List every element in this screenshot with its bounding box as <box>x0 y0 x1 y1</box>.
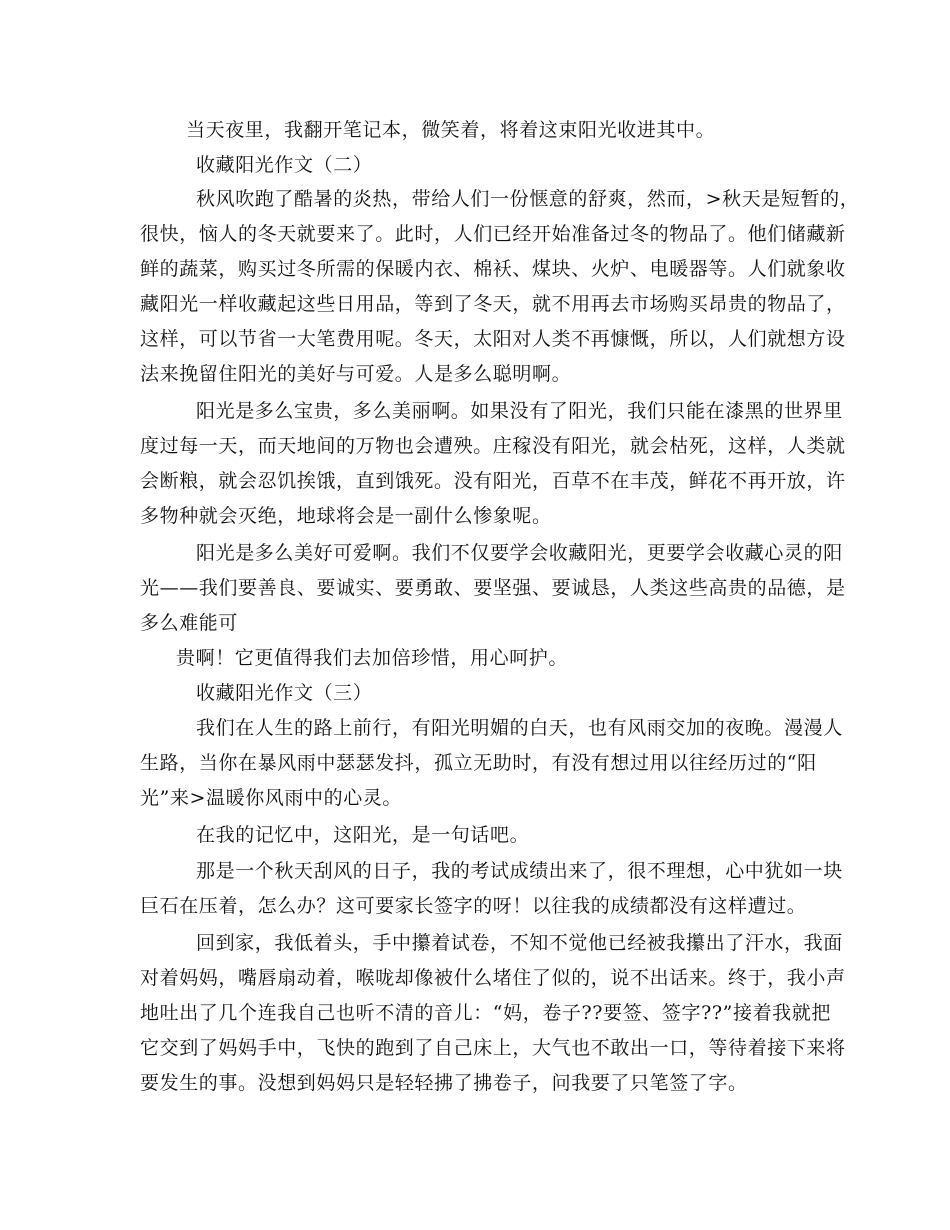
paragraph-line: 巨石在压着，怎么办？这可要家长签字的呀！以往我的成绩都没有这样遭过。 <box>140 895 807 917</box>
paragraph-line: 度过每一天，而天地间的万物也会遭殃。庄稼没有阳光，就会枯死，这样，人类就 <box>140 435 846 457</box>
section-heading: 收藏阳光作文（三） <box>196 682 373 704</box>
paragraph-line: 贵啊！它更值得我们去加倍珍惜，用心呵护。 <box>176 647 569 669</box>
paragraph-line: 多么难能可 <box>140 612 239 634</box>
paragraph-line: 对着妈妈，嘴唇扇动着，喉咙却像被什么堵住了似的，说不出话来。终于，我小声 <box>140 967 846 989</box>
paragraph-line: 光”来>温暖你风雨中的心灵。 <box>140 787 403 809</box>
paragraph-line: 在我的记忆中，这阳光，是一句话吧。 <box>196 824 530 846</box>
section-heading: 收藏阳光作文（二） <box>196 154 373 176</box>
paragraph-line: 秋风吹跑了酷暑的炎热，带给人们一份惬意的舒爽，然而，>秋天是短暂的， <box>196 188 860 210</box>
paragraph-line: 阳光是多么宝贵，多么美丽啊。如果没有了阳光，我们只能在漆黑的世界里 <box>196 400 843 422</box>
paragraph-line: 当天夜里，我翻开笔记本，微笑着，将着这束阳光收进其中。 <box>186 119 716 141</box>
paragraph-line: 回到家，我低着头，手中攥着试卷，不知不觉他已经被我攥出了汗水，我面 <box>196 932 843 954</box>
paragraph-line: 那是一个秋天刮风的日子，我的考试成绩出来了，很不理想，心中犹如一块 <box>196 860 843 882</box>
paragraph-line: 光——我们要善良、要诚实、要勇敢、要坚强、要诚恳，人类这些高贵的品德，是 <box>140 577 846 599</box>
paragraph-line: 地吐出了几个连我自己也听不清的音儿：“妈，卷子??要签、签字??”接着我就把 <box>140 1002 831 1024</box>
paragraph-line: 很快，恼人的冬天就要来了。此时，人们已经开始准备过冬的物品了。他们储藏新 <box>140 223 846 245</box>
paragraph-line: 多物种就会灭绝，地球将会是一副什么惨象呢。 <box>140 505 552 527</box>
paragraph-line: 鲜的蔬菜，购买过冬所需的保暖内衣、棉袄、煤块、火炉、电暖器等。人们就象收 <box>140 258 846 280</box>
paragraph-line: 生路，当你在暴风雨中瑟瑟发抖，孤立无助时，有没有想过用以往经历过的“阳 <box>140 752 817 774</box>
paragraph-line: 藏阳光一样收藏起这些日用品，等到了冬天，就不用再去市场购买昂贵的物品了， <box>140 293 846 315</box>
paragraph-line: 阳光是多么美好可爱啊。我们不仅要学会收藏阳光，更要学会收藏心灵的阳 <box>196 542 843 564</box>
paragraph-line: 它交到了妈妈手中，飞快的跑到了自己床上，大气也不敢出一口，等待着接下来将 <box>140 1037 846 1059</box>
paragraph-line: 这样，可以节省一大笔费用呢。冬天，太阳对人类不再慷慨，所以，人们就想方设 <box>140 328 846 350</box>
paragraph-line: 会断粮，就会忍饥挨饿，直到饿死。没有阳光，百草不在丰茂，鲜花不再开放，许 <box>140 470 846 492</box>
paragraph-line: 我们在人生的路上前行，有阳光明媚的白天，也有风雨交加的夜晚。漫漫人 <box>196 717 843 739</box>
paragraph-line: 法来挽留住阳光的美好与可爱。人是多么聪明啊。 <box>140 363 572 385</box>
paragraph-line: 要发生的事。没想到妈妈只是轻轻拂了拂卷子，问我要了只笔签了字。 <box>140 1072 748 1094</box>
